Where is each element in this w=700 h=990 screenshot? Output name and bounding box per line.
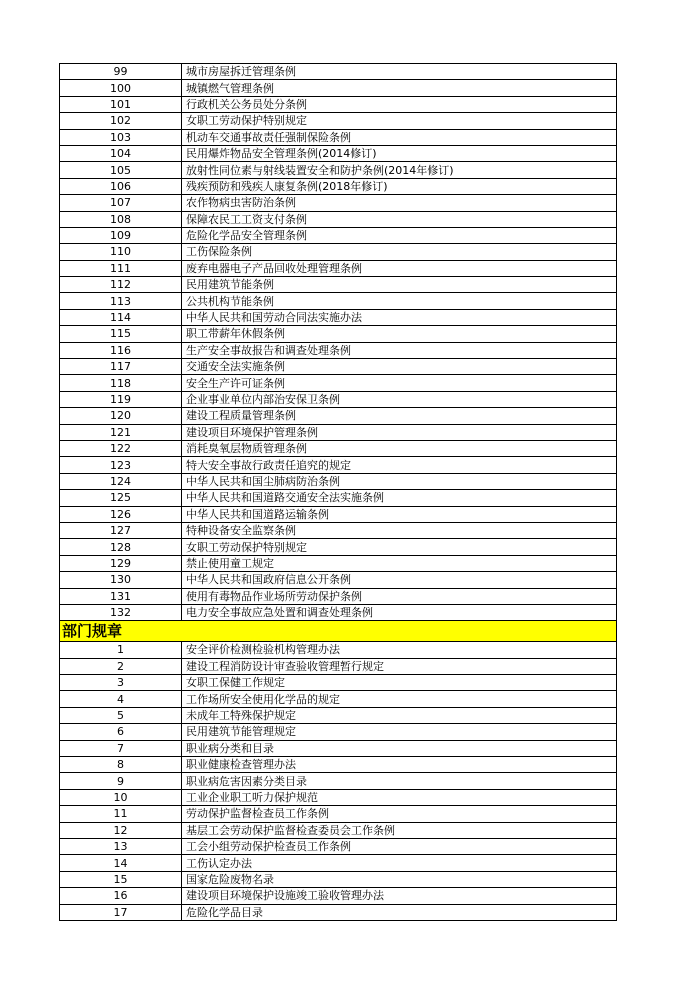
row-number-cell[interactable]: 130 <box>60 572 182 588</box>
row-number-cell[interactable]: 99 <box>60 64 182 80</box>
regulation-name-cell[interactable]: 电力安全事故应急处置和调查处理条例 <box>182 604 617 620</box>
table-row <box>60 342 617 358</box>
table-row <box>60 64 617 80</box>
row-number-cell[interactable]: 127 <box>60 522 182 538</box>
row-number-cell[interactable]: 110 <box>60 244 182 260</box>
row-number-cell[interactable]: 101 <box>60 96 182 112</box>
row-number-cell[interactable]: 120 <box>60 408 182 424</box>
regulation-name-cell[interactable]: 禁止使用童工规定 <box>182 555 617 571</box>
regulation-name-cell[interactable]: 女职工劳动保护特别规定 <box>182 539 617 555</box>
regulation-name-cell[interactable]: 工伤保险条例 <box>182 244 617 260</box>
table-row <box>60 888 617 904</box>
regulation-name-cell[interactable]: 农作物病虫害防治条例 <box>182 195 617 211</box>
regulation-name-cell[interactable]: 公共机构节能条例 <box>182 293 617 309</box>
row-number-cell[interactable]: 100 <box>60 80 182 96</box>
section-departmental-rules <box>60 642 617 921</box>
table-row <box>60 162 617 178</box>
regulation-name-cell[interactable]: 建设工程消防设计审查验收管理暂行规定 <box>182 658 617 674</box>
table-row <box>60 195 617 211</box>
table-row <box>60 822 617 838</box>
row-number-cell[interactable]: 7 <box>60 740 182 756</box>
table-row <box>60 326 617 342</box>
row-number-cell[interactable]: 119 <box>60 391 182 407</box>
regulation-name-cell[interactable]: 残疾预防和残疾人康复条例(2018年修订) <box>182 178 617 194</box>
regulation-name-cell[interactable]: 中华人民共和国尘肺病防治条例 <box>182 473 617 489</box>
row-number-cell[interactable]: 3 <box>60 675 182 691</box>
table-row <box>60 309 617 325</box>
table-row <box>60 604 617 620</box>
table-row <box>60 113 617 129</box>
row-number-cell[interactable]: 10 <box>60 789 182 805</box>
table-row <box>60 145 617 161</box>
row-number-cell[interactable]: 6 <box>60 724 182 740</box>
regulation-name-cell[interactable]: 工业企业职工听力保护规范 <box>182 789 617 805</box>
table-row <box>60 773 617 789</box>
row-number-cell[interactable]: 132 <box>60 604 182 620</box>
table-row <box>60 293 617 309</box>
table-row <box>60 80 617 96</box>
row-number-cell[interactable]: 5 <box>60 707 182 723</box>
table-row <box>60 539 617 555</box>
table-row <box>60 806 617 822</box>
row-number-cell[interactable]: 11 <box>60 806 182 822</box>
table-row <box>60 707 617 723</box>
table-row <box>60 855 617 871</box>
regulation-name-cell[interactable]: 女职工保健工作规定 <box>182 675 617 691</box>
table-row <box>60 359 617 375</box>
table-row <box>60 658 617 674</box>
table-row <box>60 675 617 691</box>
row-number-cell[interactable]: 121 <box>60 424 182 440</box>
regulation-name-cell[interactable]: 安全评价检测检验机构管理办法 <box>182 642 617 658</box>
regulation-name-cell[interactable]: 中华人民共和国政府信息公开条例 <box>182 572 617 588</box>
row-number-cell[interactable]: 122 <box>60 440 182 456</box>
table-row <box>60 904 617 920</box>
table-row <box>60 691 617 707</box>
regulation-name-cell[interactable]: 职业病分类和目录 <box>182 740 617 756</box>
regulation-name-cell[interactable]: 行政机关公务员处分条例 <box>182 96 617 112</box>
regulation-name-cell[interactable]: 民用建筑节能条例 <box>182 277 617 293</box>
regulation-name-cell[interactable]: 女职工劳动保护特别规定 <box>182 113 617 129</box>
regulation-name-cell[interactable]: 特大安全事故行政责任追究的规定 <box>182 457 617 473</box>
regulation-name-cell[interactable]: 工作场所安全使用化学品的规定 <box>182 691 617 707</box>
row-number-cell[interactable]: 15 <box>60 871 182 887</box>
row-number-cell[interactable]: 102 <box>60 113 182 129</box>
section-title[interactable]: 部门规章 <box>60 621 617 642</box>
table-row <box>60 260 617 276</box>
row-number-cell[interactable]: 124 <box>60 473 182 489</box>
table-row <box>60 572 617 588</box>
row-number-cell[interactable]: 114 <box>60 309 182 325</box>
regulation-name-cell[interactable]: 职工带薪年休假条例 <box>182 326 617 342</box>
table-row <box>60 506 617 522</box>
table-row <box>60 789 617 805</box>
regulation-name-cell[interactable]: 工会小组劳动保护检查员工作条例 <box>182 838 617 854</box>
row-number-cell[interactable]: 128 <box>60 539 182 555</box>
regulation-name-cell[interactable]: 职业健康检查管理办法 <box>182 757 617 773</box>
row-number-cell[interactable]: 105 <box>60 162 182 178</box>
row-number-cell[interactable]: 111 <box>60 260 182 276</box>
regulation-name-cell[interactable]: 国家危险废物名录 <box>182 871 617 887</box>
row-number-cell[interactable]: 14 <box>60 855 182 871</box>
table-row <box>60 838 617 854</box>
section-administrative-regulations <box>60 64 617 621</box>
row-number-cell[interactable]: 125 <box>60 490 182 506</box>
regulation-name-cell[interactable]: 未成年工特殊保护规定 <box>182 707 617 723</box>
regulation-name-cell[interactable]: 民用爆炸物品安全管理条例(2014修订) <box>182 145 617 161</box>
table-row <box>60 757 617 773</box>
table-row <box>60 473 617 489</box>
regulation-name-cell[interactable]: 城市房屋拆迁管理条例 <box>182 64 617 80</box>
table-row <box>60 227 617 243</box>
row-number-cell[interactable]: 12 <box>60 822 182 838</box>
table-row <box>60 555 617 571</box>
row-number-cell[interactable]: 104 <box>60 145 182 161</box>
regulation-name-cell[interactable]: 中华人民共和国道路运输条例 <box>182 506 617 522</box>
table-row <box>60 375 617 391</box>
row-number-cell[interactable]: 131 <box>60 588 182 604</box>
regulation-name-cell[interactable]: 生产安全事故报告和调查处理条例 <box>182 342 617 358</box>
regulation-name-cell[interactable]: 特种设备安全监察条例 <box>182 522 617 538</box>
row-number-cell[interactable]: 116 <box>60 342 182 358</box>
table-row <box>60 490 617 506</box>
regulation-name-cell[interactable]: 企业事业单位内部治安保卫条例 <box>182 391 617 407</box>
regulation-name-cell[interactable]: 危险化学品目录 <box>182 904 617 920</box>
section-header-row <box>60 621 617 642</box>
regulation-name-cell[interactable]: 中华人民共和国劳动合同法实施办法 <box>182 309 617 325</box>
row-number-cell[interactable]: 112 <box>60 277 182 293</box>
table-row <box>60 522 617 538</box>
row-number-cell[interactable]: 17 <box>60 904 182 920</box>
regulation-name-cell[interactable]: 危险化学品安全管理条例 <box>182 227 617 243</box>
regulations-table <box>59 63 617 921</box>
regulation-name-cell[interactable]: 消耗臭氧层物质管理条例 <box>182 440 617 456</box>
regulation-name-cell[interactable]: 放射性同位素与射线装置安全和防护条例(2014年修订) <box>182 162 617 178</box>
row-number-cell[interactable]: 115 <box>60 326 182 342</box>
row-number-cell[interactable]: 126 <box>60 506 182 522</box>
table-row <box>60 871 617 887</box>
regulation-name-cell[interactable]: 城镇燃气管理条例 <box>182 80 617 96</box>
table-row <box>60 96 617 112</box>
row-number-cell[interactable]: 9 <box>60 773 182 789</box>
row-number-cell[interactable]: 4 <box>60 691 182 707</box>
table-row <box>60 129 617 145</box>
row-number-cell[interactable]: 8 <box>60 757 182 773</box>
row-number-cell[interactable]: 106 <box>60 178 182 194</box>
table-row <box>60 588 617 604</box>
section-header-departmental <box>60 621 617 642</box>
row-number-cell[interactable]: 16 <box>60 888 182 904</box>
table-row <box>60 244 617 260</box>
regulation-name-cell[interactable]: 安全生产许可证条例 <box>182 375 617 391</box>
spreadsheet <box>59 63 617 921</box>
regulation-name-cell[interactable]: 工伤认定办法 <box>182 855 617 871</box>
table-row <box>60 642 617 658</box>
table-row <box>60 391 617 407</box>
regulation-name-cell[interactable]: 使用有毒物品作业场所劳动保护条例 <box>182 588 617 604</box>
row-number-cell[interactable]: 118 <box>60 375 182 391</box>
table-row <box>60 211 617 227</box>
regulation-name-cell[interactable]: 建设项目环境保护设施竣工验收管理办法 <box>182 888 617 904</box>
row-number-cell[interactable]: 107 <box>60 195 182 211</box>
table-row <box>60 740 617 756</box>
regulation-name-cell[interactable]: 劳动保护监督检查员工作条例 <box>182 806 617 822</box>
row-number-cell[interactable]: 109 <box>60 227 182 243</box>
regulation-name-cell[interactable]: 交通安全法实施条例 <box>182 359 617 375</box>
table-row <box>60 724 617 740</box>
row-number-cell[interactable]: 2 <box>60 658 182 674</box>
regulation-name-cell[interactable]: 建设项目环境保护管理条例 <box>182 424 617 440</box>
table-row <box>60 178 617 194</box>
row-number-cell[interactable]: 129 <box>60 555 182 571</box>
row-number-cell[interactable]: 113 <box>60 293 182 309</box>
row-number-cell[interactable]: 1 <box>60 642 182 658</box>
row-number-cell[interactable]: 108 <box>60 211 182 227</box>
regulation-name-cell[interactable]: 废弃电器电子产品回收处理管理条例 <box>182 260 617 276</box>
table-row <box>60 440 617 456</box>
regulation-name-cell[interactable]: 保障农民工工资支付条例 <box>182 211 617 227</box>
table-row <box>60 457 617 473</box>
regulation-name-cell[interactable]: 中华人民共和国道路交通安全法实施条例 <box>182 490 617 506</box>
row-number-cell[interactable]: 103 <box>60 129 182 145</box>
table-row <box>60 408 617 424</box>
regulation-name-cell[interactable]: 机动车交通事故责任强制保险条例 <box>182 129 617 145</box>
regulation-name-cell[interactable]: 基层工会劳动保护监督检查委员会工作条例 <box>182 822 617 838</box>
regulation-name-cell[interactable]: 建设工程质量管理条例 <box>182 408 617 424</box>
regulation-name-cell[interactable]: 职业病危害因素分类目录 <box>182 773 617 789</box>
row-number-cell[interactable]: 13 <box>60 838 182 854</box>
row-number-cell[interactable]: 123 <box>60 457 182 473</box>
table-row <box>60 424 617 440</box>
table-row <box>60 277 617 293</box>
regulation-name-cell[interactable]: 民用建筑节能管理规定 <box>182 724 617 740</box>
row-number-cell[interactable]: 117 <box>60 359 182 375</box>
